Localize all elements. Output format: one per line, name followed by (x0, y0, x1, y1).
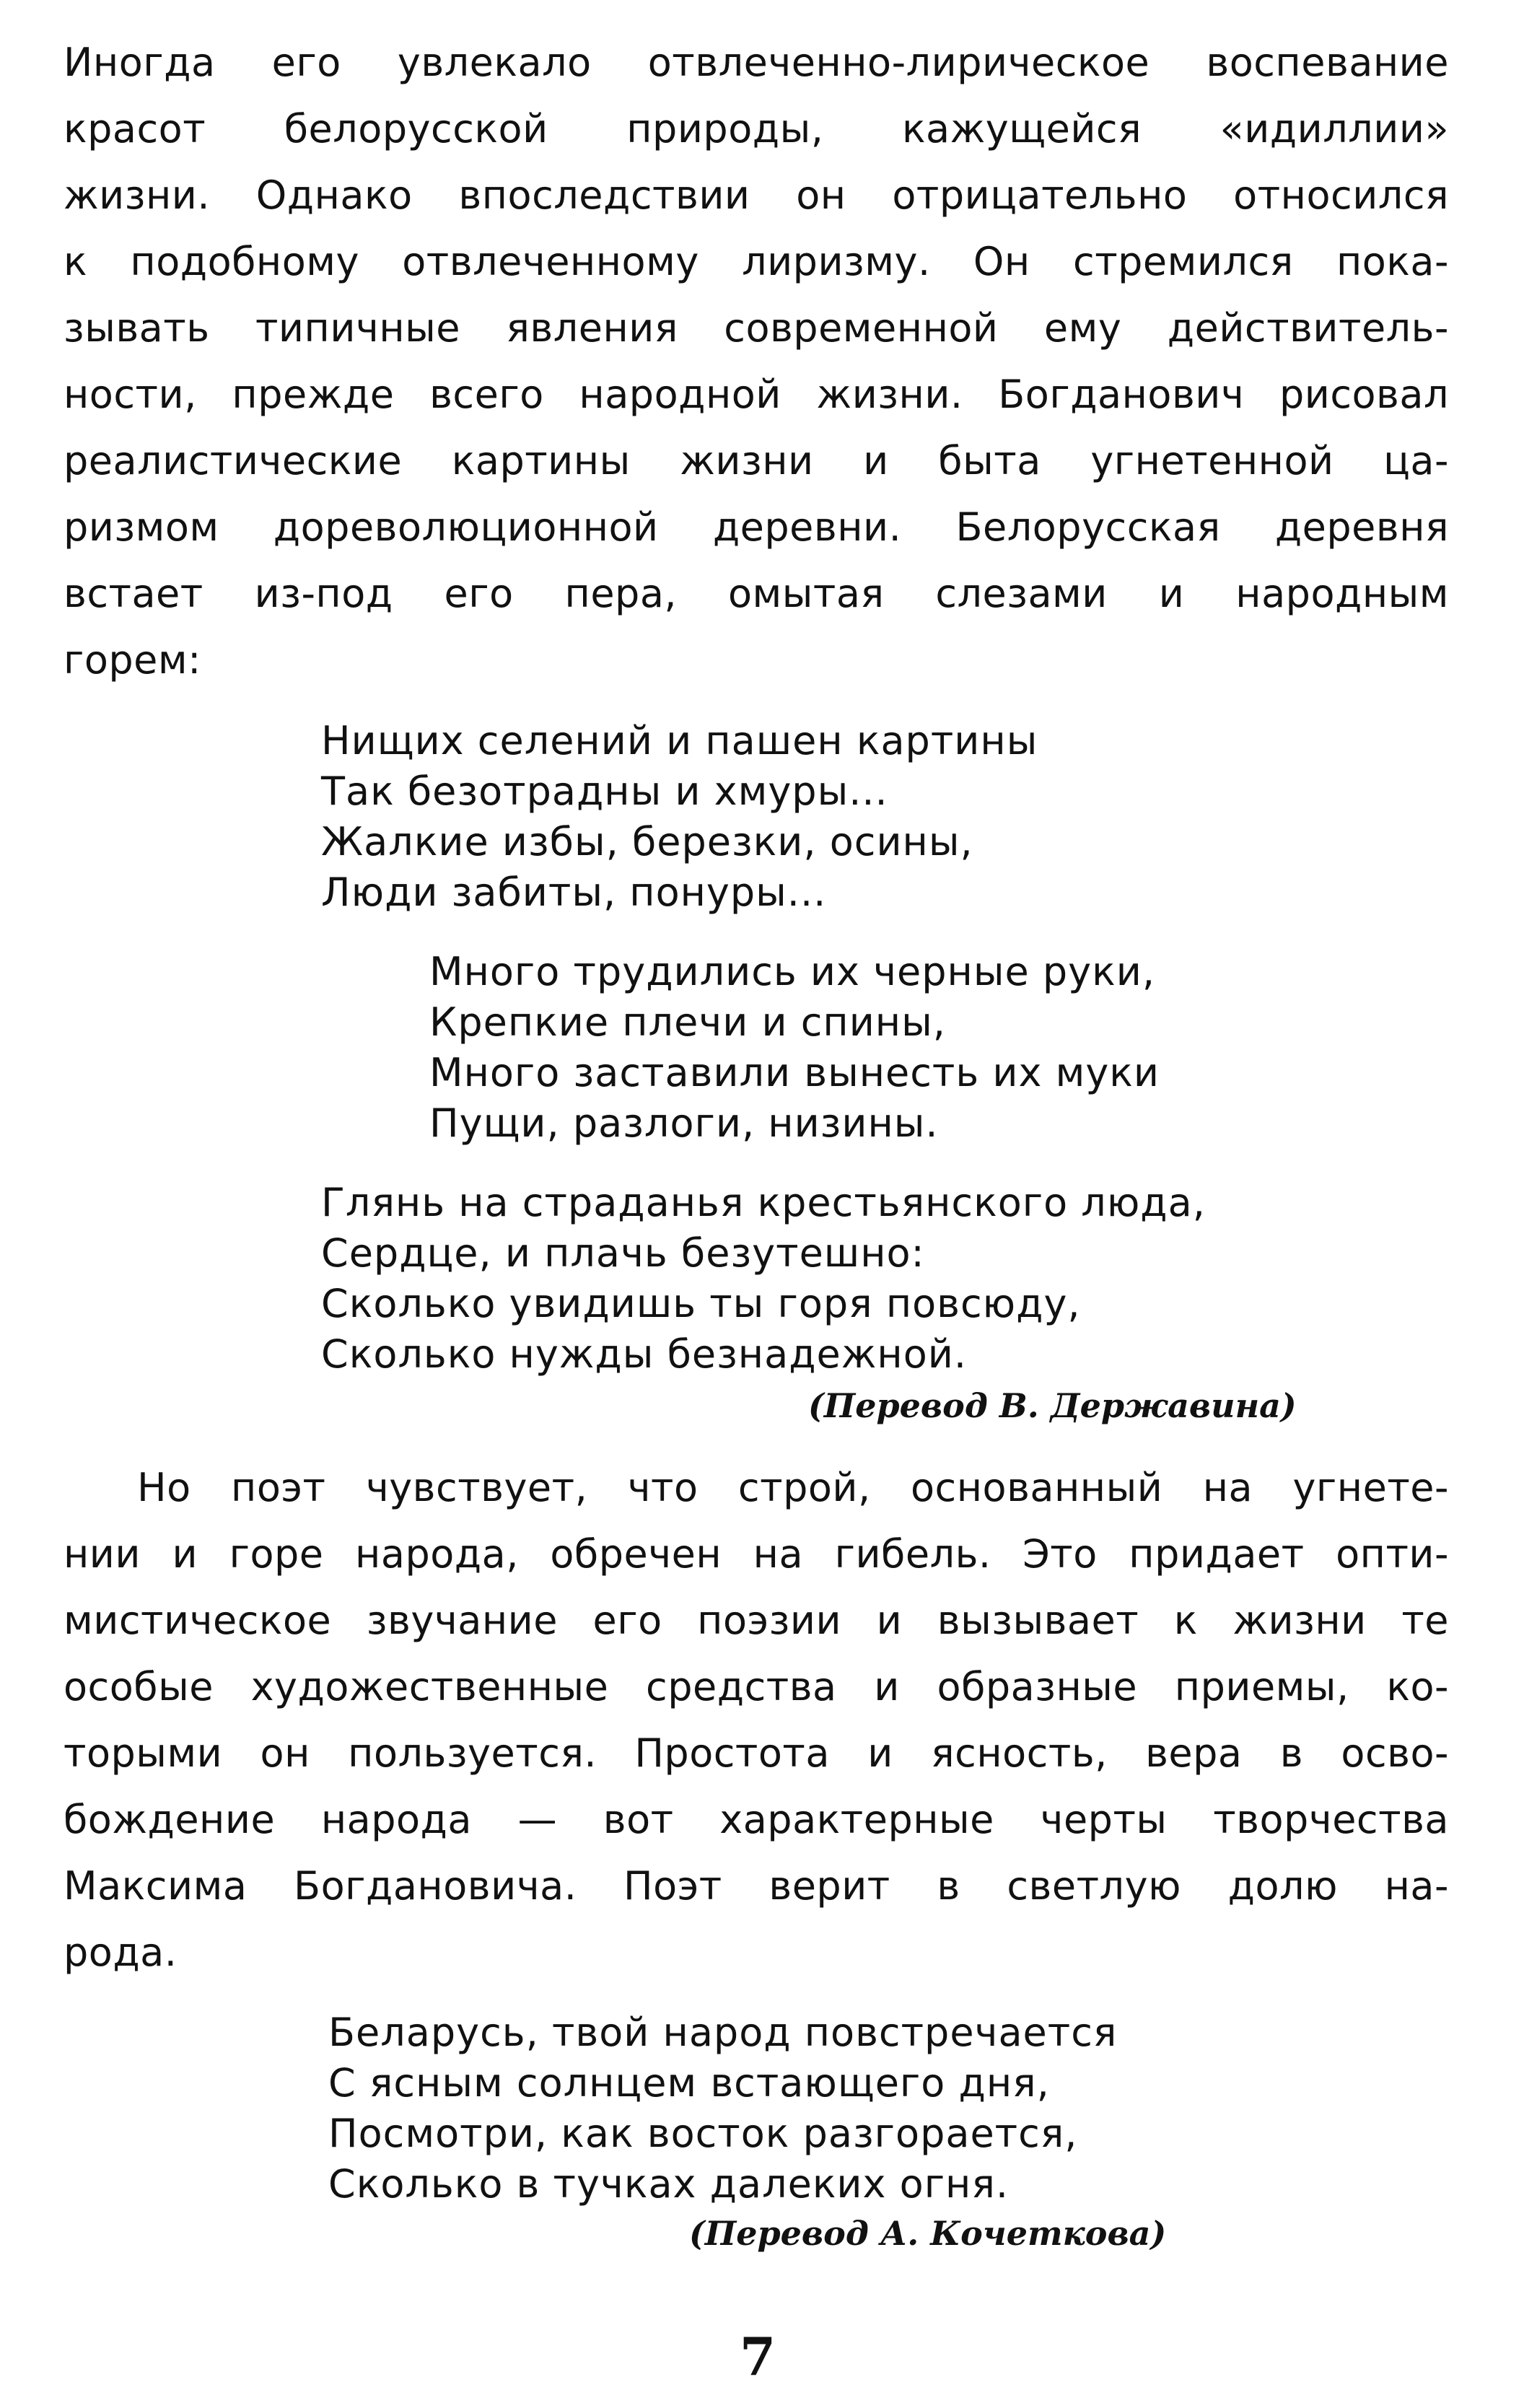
text-line: Максима Богдановича. Поэт верит в светлую долю на- (64, 1863, 1449, 1909)
text-line: торыми он пользуется. Простота и ясность, вера в осво- (64, 1730, 1449, 1776)
verse-line: Глянь на страданья крестьянского люда, (321, 1180, 1206, 1225)
translation-credit: (Перевод А. Кочеткова) (689, 2214, 1167, 2253)
text-line: красот белорусской природы, кажущейся «идиллии» (64, 106, 1449, 152)
verse-line: Много заставили вынесть их муки (429, 1050, 1160, 1095)
verse-line: С ясным солнцем встающего дня, (328, 2060, 1050, 2106)
verse-line: Сколько в тучках далеких огня. (328, 2161, 1010, 2207)
verse-line: Посмотри, как восток разгорается, (328, 2111, 1078, 2156)
verse-line: Сколько нужды безнадежной. (321, 1331, 968, 1377)
text-line: ризмом дореволюционной деревни. Белорусская деревня (64, 504, 1449, 550)
text-line: к подобному отвлеченному лиризму. Он стремился пока- (64, 239, 1449, 284)
text-line: нии и горе народа, обречен на гибель. Это придает опти- (64, 1531, 1449, 1577)
verse-line: Люди забиты, понуры... (321, 870, 827, 915)
text-line: горем: (64, 637, 201, 683)
translation-credit: (Перевод В. Державина) (808, 1386, 1297, 1425)
text-line: реалистические картины жизни и быта угнетенной ца- (64, 438, 1449, 483)
text-line: жизни. Однако впоследствии он отрицательно относился (64, 172, 1449, 218)
page-number: 7 (740, 2326, 776, 2387)
verse-line: Пущи, разлоги, низины. (429, 1100, 939, 1146)
text-line: встает из-под его пера, омытая слезами и народным (64, 571, 1449, 616)
verse-line: Много трудились их черные руки, (429, 949, 1155, 994)
verse-line: Беларусь, твой народ повстречается (328, 2010, 1118, 2055)
text-line: зывать типичные явления современной ему действитель- (64, 305, 1449, 351)
text-line: Но поэт чувствует, что строй, основанный на угнете- (137, 1465, 1449, 1510)
verse-line: Так безотрадны и хмуры... (321, 769, 888, 814)
verse-line: Крепкие плечи и спины, (429, 999, 946, 1045)
text-line: рода. (64, 1930, 178, 1975)
verse-line: Нищих селений и пашен картины (321, 718, 1038, 763)
text-line: особые художественные средства и образные приемы, ко- (64, 1664, 1449, 1709)
verse-line: Жалкие избы, березки, осины, (321, 819, 973, 864)
verse-line: Сколько увидишь ты горя повсюду, (321, 1281, 1081, 1326)
text-line: мистическое звучание его поэзии и вызывает к жизни те (64, 1598, 1449, 1643)
verse-line: Сердце, и плачь безутешно: (321, 1230, 925, 1276)
text-line: бождение народа — вот характерные черты творчества (64, 1797, 1449, 1842)
text-line: Иногда его увлекало отвлеченно-лирическое воспевание (64, 40, 1449, 85)
text-line: ности, прежде всего народной жизни. Богданович рисовал (64, 372, 1449, 417)
